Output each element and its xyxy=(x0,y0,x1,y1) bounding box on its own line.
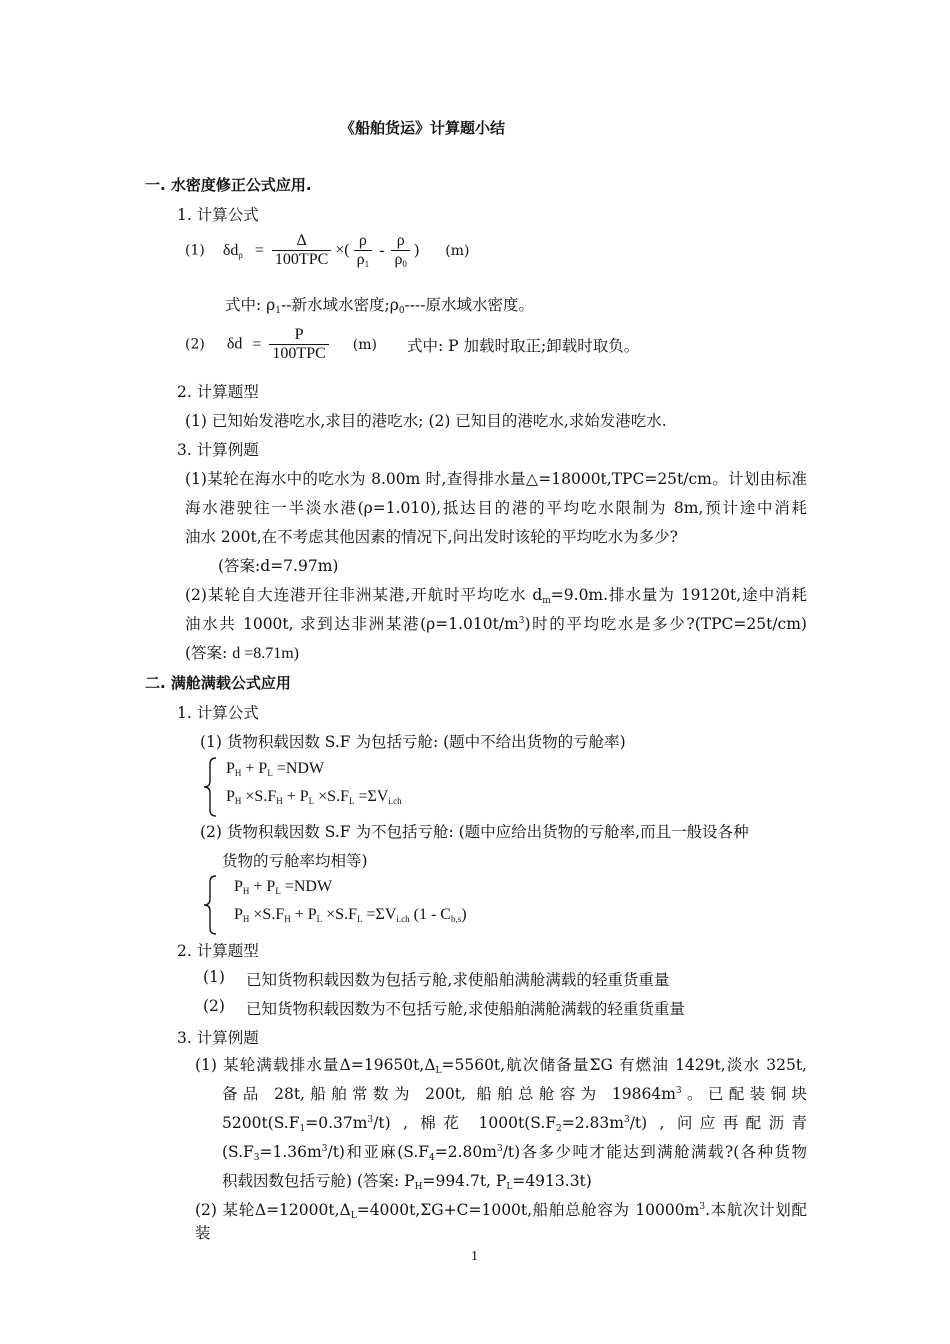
s2-sub3: 3. 计算例题 xyxy=(177,1029,259,1047)
formula-2-eq: = xyxy=(252,335,262,353)
formula-2-unit: (m) xyxy=(352,336,377,353)
page-number: 1 xyxy=(471,1249,478,1264)
brace-1 xyxy=(200,756,220,818)
formula-1-minus: - xyxy=(379,241,385,259)
s2-sub2: 2. 计算题型 xyxy=(177,942,259,960)
s2-ex2-line1: (2) 某轮$\Delta=12000t,\Delta_L=4000t,\Sigma G+C=1000t$,船舶总舱容为 $10000m^3$.本航次计划配装 xyxy=(195,1201,807,1242)
eq1-line2: $P_H \times S.F_H + P_L \times S.F_L =\Sigma V_{i.ch}$ xyxy=(226,788,402,806)
brace-2 xyxy=(200,874,220,936)
formula-1-label: (1) xyxy=(185,242,205,259)
s1-ex1-line2: 海水港驶往一半淡水港(ρ=1.010),抵达目的港的平均吃水限制为 8m,预计途中消耗 xyxy=(185,499,807,517)
s1-ex2-line2: 油水共 1000t, 求到达非洲某港$(\rho=1.010t/m^3)$时的平均吃水是多少?(TPC=25t/cm) xyxy=(185,615,807,633)
formula-1-where: 式中: $\rho_1--$新水域水密度$;\rho_0----$原水域水密度。 xyxy=(225,296,534,316)
s2-ex1-line4: $(S.F_3=1.36m^3/t)$和亚麻$(S.F_4=2.80m^3/t)$各多少吨才能达到满舱满载?(各种货物 xyxy=(222,1143,807,1163)
s2-ex1-line1: (1) 某轮满载排水量$\Delta=19650t,\Delta_L=5560t$,航次储备量ΣG 有燃油 1429t,淡水 325t, xyxy=(195,1056,807,1076)
formula-1-rho0-frac: $\frac{\rho}{\rho_0}$ xyxy=(391,232,409,269)
formula-2 xyxy=(185,326,639,363)
s1-sub3: 3. 计算例题 xyxy=(177,441,259,459)
formula-2-lhs: δd xyxy=(226,335,243,353)
formula-2-note: 式中: P 加载时取正;卸载时取负。 xyxy=(406,336,640,355)
s1-ex1-line1: (1)某轮在海水中的吃水为 8.00m 时,查得排水量△=18000t,TPC=25t/cm。计划由标准 xyxy=(185,470,807,488)
eq2-line2: $P_H \times S.F_H + P_L \times S.F_L =\Sigma V_{i.ch}$ $(1 - C_{b,s})$ xyxy=(234,906,467,924)
s2-type2-num: (2) xyxy=(203,997,225,1015)
s1-types: (1) 已知始发港吃水,求目的港吃水; (2) 已知目的港吃水,求始发港吃水. xyxy=(185,412,667,430)
formula-1-times: ×( xyxy=(335,241,350,259)
formula-1-frac: $\frac{\Delta}{\text{100TPC}}$ xyxy=(272,232,331,269)
section-1-heading: 一. 水密度修正公式应用. xyxy=(145,176,312,194)
s2-case2-line1: (2) 货物积载因数 S.F 为不包括亏舱: (题中应给出货物的亏舱率,而且一般设各种 xyxy=(200,823,749,841)
formula-2-frac: $\frac{P}{\text{100TPC}}$ xyxy=(269,326,328,363)
eq1-line1: $P_H + P_L =NDW$ xyxy=(226,760,325,778)
s2-type2-text: 已知货物积载因数为不包括亏舱,求使船舶满舱满载的轻重货重量 xyxy=(246,1000,685,1018)
section-2-heading: 二. 满舱满载公式应用 xyxy=(145,674,291,692)
s2-type1-text: 已知货物积载因数为包括亏舱,求使船舶满舱满载的轻重货重量 xyxy=(246,971,670,989)
s2-case1: (1) 货物积载因数 S.F 为包括亏舱: (题中不给出货物的亏舱率) xyxy=(200,733,626,751)
formula-1-lhs: $\delta d_\rho$ xyxy=(222,241,243,260)
formula-1-unit: (m) xyxy=(445,242,470,259)
s1-ex1-line3: 油水 200t,在不考虑其他因素的情况下,问出发时该轮的平均吃水为多少? xyxy=(185,528,678,546)
s2-sub1: 1. 计算公式 xyxy=(177,704,259,722)
formula-1 xyxy=(185,232,469,269)
formula-1-rho-frac: $\frac{\rho}{\rho_1}$ xyxy=(354,232,372,269)
page-title: 《船舶货运》计算题小结 xyxy=(340,119,506,137)
formula-1-eq: = xyxy=(254,241,264,259)
s2-type1-num: (1) xyxy=(203,968,225,986)
s2-ex1-line2: 备品 28t,船舶常数为 200t, 船舶总舱容为 $19864m^3$。已配装铜块 xyxy=(222,1085,807,1103)
s1-ex2-answer: (答案: d =8.71m) xyxy=(185,644,299,662)
s1-sub1: 1. 计算公式 xyxy=(177,206,259,224)
eq2-line1: $P_H + P_L =NDW$ xyxy=(234,878,333,896)
s1-ex1-answer: (答案:d=7.97m) xyxy=(218,557,339,575)
s2-ex1-line5: 积载因数包括亏舱) (答案: $P_H=994.7t$, $P_L=4913.3t$) xyxy=(222,1172,592,1192)
s1-ex2-line1: (2)某轮自大连港开往非洲某港,开航时平均吃水 $d_m=9.0m$.排水量为 19120t,途中消耗 xyxy=(185,586,808,606)
s2-ex1-line3: $5200t(S.F_1=0.37m^3/t)$ , 棉花 $1000t(S.F_2=2.83m^3/t)$ , 问应再配沥青 xyxy=(222,1114,808,1134)
formula-1-close: ) xyxy=(413,241,420,259)
s2-case2-line2: 货物的亏舱率均相等) xyxy=(222,852,368,870)
formula-2-label: (2) xyxy=(185,336,205,353)
s1-sub2: 2. 计算题型 xyxy=(177,383,259,401)
